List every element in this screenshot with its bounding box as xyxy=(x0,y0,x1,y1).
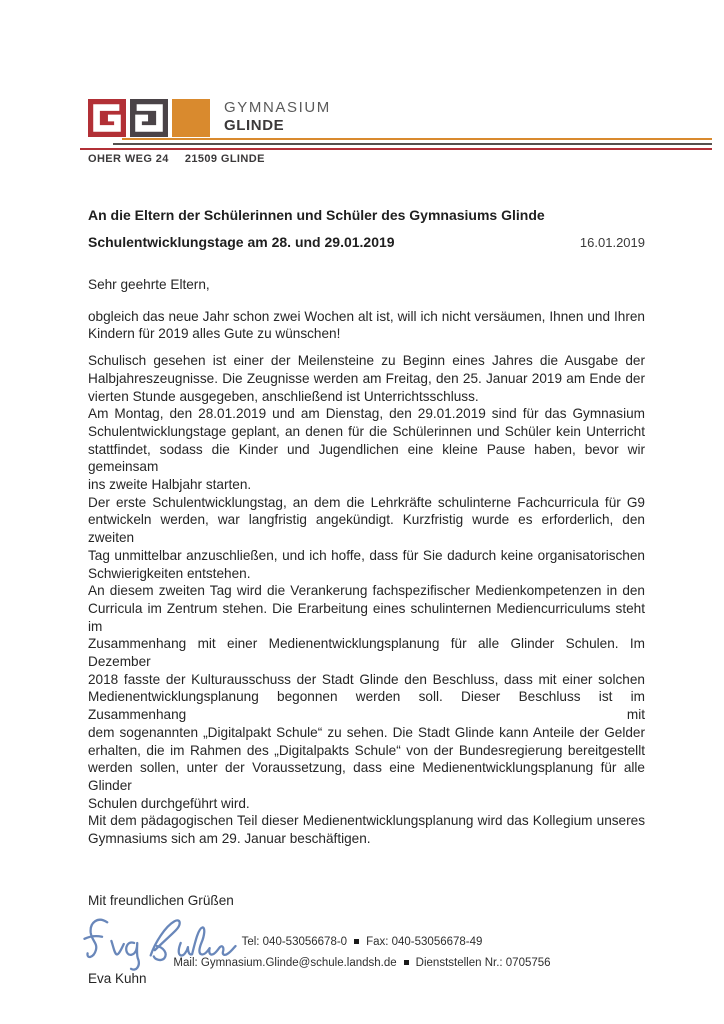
logo-wordmark xyxy=(224,99,331,133)
square-bullet-icon xyxy=(404,960,409,965)
body-line: erhalten, die im Rahmen des „Digitalpakts Schule“ von der Bundesregierung bereitgestellt xyxy=(88,742,645,758)
letter-footer xyxy=(0,932,724,974)
body-line: vierten Stunde ausgegeben, anschließend ist Unterrichtsschluss. xyxy=(88,388,479,404)
paragraph xyxy=(88,405,645,494)
body-line: obgleich das neue Jahr schon zwei Wochen alt ist, will ich nicht versäumen, Ihnen und Ihren xyxy=(88,308,645,324)
body-line: An diesem zweiten Tag wird die Verankerung fachspezifischer Medienkompetenzen in den xyxy=(88,583,645,599)
salutation: Sehr geehrte Eltern, xyxy=(88,277,210,292)
body-line: Tag unmittelbar anzuschließen, und ich hoffe, dass für Sie dadurch keine organisatorischen xyxy=(88,547,645,563)
address-city: 21509 GLINDE xyxy=(184,153,265,165)
logo-g-red-icon xyxy=(88,99,126,137)
body-line: Schwierigkeiten entstehen. xyxy=(88,565,251,581)
wordmark-glinde: GLINDE xyxy=(224,117,285,134)
body-line: Gymnasiums sich am 29. Januar beschäftigen. xyxy=(88,831,371,847)
header-rule-orange xyxy=(122,138,712,140)
subject-line: Schulentwicklungstage am 28. und 29.01.2019 xyxy=(88,234,395,250)
header-rule-gray xyxy=(113,143,712,145)
body-line: Am Montag, den 28.01.2019 und am Dienstag, den 29.01.2019 sind für das Gymnasium xyxy=(88,406,645,422)
recipient-line: An die Eltern der Schülerinnen und Schüler des Gymnasiums Glinde xyxy=(88,207,545,223)
header-rule-red xyxy=(80,148,712,150)
paragraph xyxy=(88,812,645,847)
footer-line-mail xyxy=(0,953,724,974)
letter-date: 16.01.2019 xyxy=(579,235,645,250)
body-line: stattfindet, sodass die Kinder und Jugendlichen eine kleine Pause haben, bevor wir gemeinsam xyxy=(88,441,645,475)
body-line: Schulentwicklungstage geplant, an denen für die Schülerinnen und Schüler kein Unterricht xyxy=(88,423,645,439)
body-line: Der erste Schulentwicklungstag, an dem die Lehrkräfte schulinterne Fachcurricula für G9 xyxy=(88,494,645,510)
body-line: 2018 fasste der Kulturausschuss der Stadt Glinde den Beschluss, dass mit einer solchen xyxy=(88,671,645,687)
school-address-line xyxy=(88,153,281,165)
body-line: Halbjahreszeugnisse. Die Zeugnisse werden am Freitag, den 25. Januar 2019 am Ende der xyxy=(88,370,645,386)
square-bullet-icon xyxy=(354,939,359,944)
footer-dienststelle: Dienststellen Nr.: 0705756 xyxy=(415,957,551,969)
body-line: ins zweite Halbjahr starten. xyxy=(88,477,252,493)
body-line: Curricula im Zentrum stehen. Die Erarbeitung eines schulinternen Mediencurriculums steht im xyxy=(88,600,645,634)
paragraph xyxy=(88,582,645,812)
footer-line-contact xyxy=(0,932,724,953)
body-line: Schulisch gesehen ist einer der Meilensteine zu Beginn eines Jahres die Ausgabe der xyxy=(88,353,645,369)
paragraph xyxy=(88,494,645,583)
logo-orange-square-icon xyxy=(172,99,210,137)
body-line: dem sogenannten „Digitalpakt Schule“ zu sehen. Die Stadt Glinde kann Anteile der Gelder xyxy=(88,724,645,740)
paragraph xyxy=(88,352,645,405)
paragraphs-container xyxy=(88,308,645,848)
body-line: Medienentwicklungsplanung begonnen werden soll. Dieser Beschluss ist im Zusammenhang mit xyxy=(88,689,645,723)
logo-g-gray-icon xyxy=(130,99,168,137)
address-street: OHER WEG 24 xyxy=(88,153,169,165)
body-line: entwickeln werden, war langfristig angekündigt. Kurzfristig wurde es erforderlich, den zweiten xyxy=(88,512,645,546)
school-logo xyxy=(88,99,331,137)
subject-row xyxy=(88,234,645,250)
footer-fax: Fax: 040-53056678-49 xyxy=(366,936,483,948)
signer-name: Eva Kuhn xyxy=(88,970,147,986)
letter-body xyxy=(88,276,645,987)
closing-phrase: Mit freundlichen Grüßen xyxy=(88,892,234,908)
body-line: Schulen durchgeführt wird. xyxy=(88,795,250,811)
paragraph xyxy=(88,308,645,343)
wordmark-gymnasium: GYMNASIUM xyxy=(224,99,331,116)
footer-tel: Tel: 040-53056678-0 xyxy=(241,936,348,948)
footer-mail: Mail: Gymnasium.Glinde@schule.landsh.de xyxy=(173,957,397,969)
body-line: Mit dem pädagogischen Teil dieser Medienentwicklungsplanung wird das Kollegium unseres xyxy=(88,813,645,829)
body-line: Kindern für 2019 alles Gute zu wünschen! xyxy=(88,326,341,342)
body-line: werden sollen, unter der Voraussetzung, dass eine Medienentwicklungsplanung für alle Glinder xyxy=(88,760,645,793)
body-line: Zusammenhang mit einer Medienentwicklungsplanung für alle Glinder Schulen. Im Dezember xyxy=(88,636,645,670)
